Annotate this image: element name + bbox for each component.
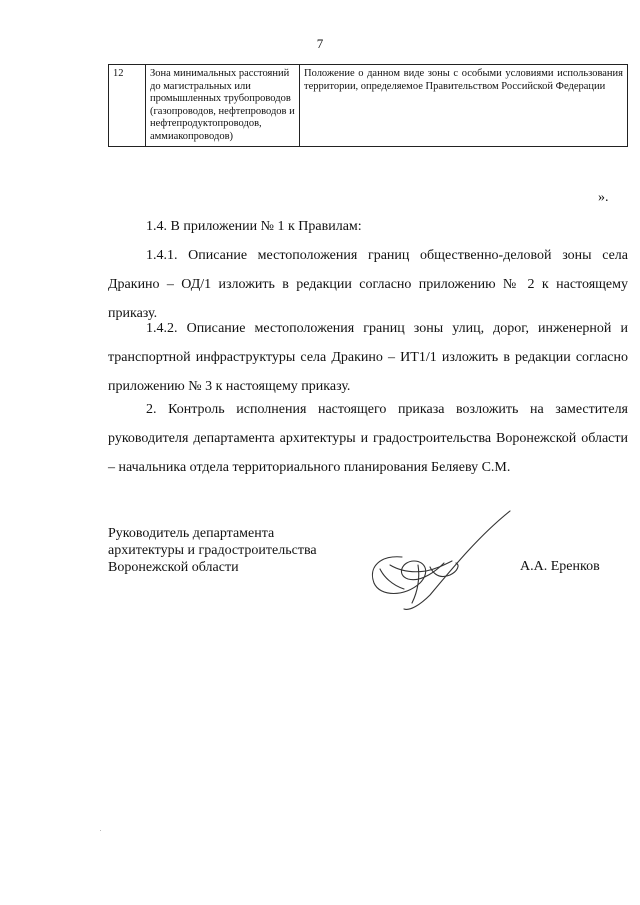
zone-note: Положение о данном виде зоны с особыми условиями использования территории, определяемое Правительством Российской Федерации — [300, 65, 628, 147]
handwritten-signature — [360, 505, 520, 615]
zones-table — [108, 64, 628, 147]
zone-name: Зона минимальных расстояний до магистральных или промышленных трубопроводов (газопроводов, нефтепроводов и нефтепродуктопроводов, аммиакопроводов) — [146, 65, 300, 147]
paragraph-text: 1.4.2. Описание местоположения границ зоны улиц, дорог, инженерной и транспортной инфраструктуры села Дракино – ИТ1/1 изложить в редакции согласно приложению № 3 к настоящему приказу. — [108, 321, 628, 394]
paragraph-2 — [108, 395, 628, 482]
row-number: 12 — [109, 65, 146, 147]
paragraph-text: 2. Контроль исполнения настоящего приказа возложить на заместителя руководителя департамента архитектуры и градостроительства Воронежской области – начальника отдела территориального планирования Беляеву С.М. — [108, 402, 628, 475]
paragraph-1-4-2 — [108, 314, 628, 401]
page-number: 7 — [316, 36, 324, 51]
paragraph-text: 1.4. В приложении № 1 к Правилам: — [146, 219, 362, 234]
signatory-line: Воронежской области — [108, 560, 239, 575]
table-row — [109, 65, 628, 147]
paragraph-1-4 — [108, 212, 628, 241]
scan-speck — [100, 830, 101, 831]
closing-quote: ». — [598, 190, 609, 205]
signatory-line: Руководитель департамента — [108, 526, 275, 541]
signatory-name: А.А. Еренков — [520, 559, 600, 574]
signatory-title — [108, 525, 317, 576]
signatory-line: архитектуры и градостроительства — [108, 543, 317, 558]
paragraph-text: 1.4.1. Описание местоположения границ общественно-деловой зоны села Дракино – ОД/1 изложить в редакции согласно приложению № 2 к настоящему приказу. — [108, 248, 628, 321]
